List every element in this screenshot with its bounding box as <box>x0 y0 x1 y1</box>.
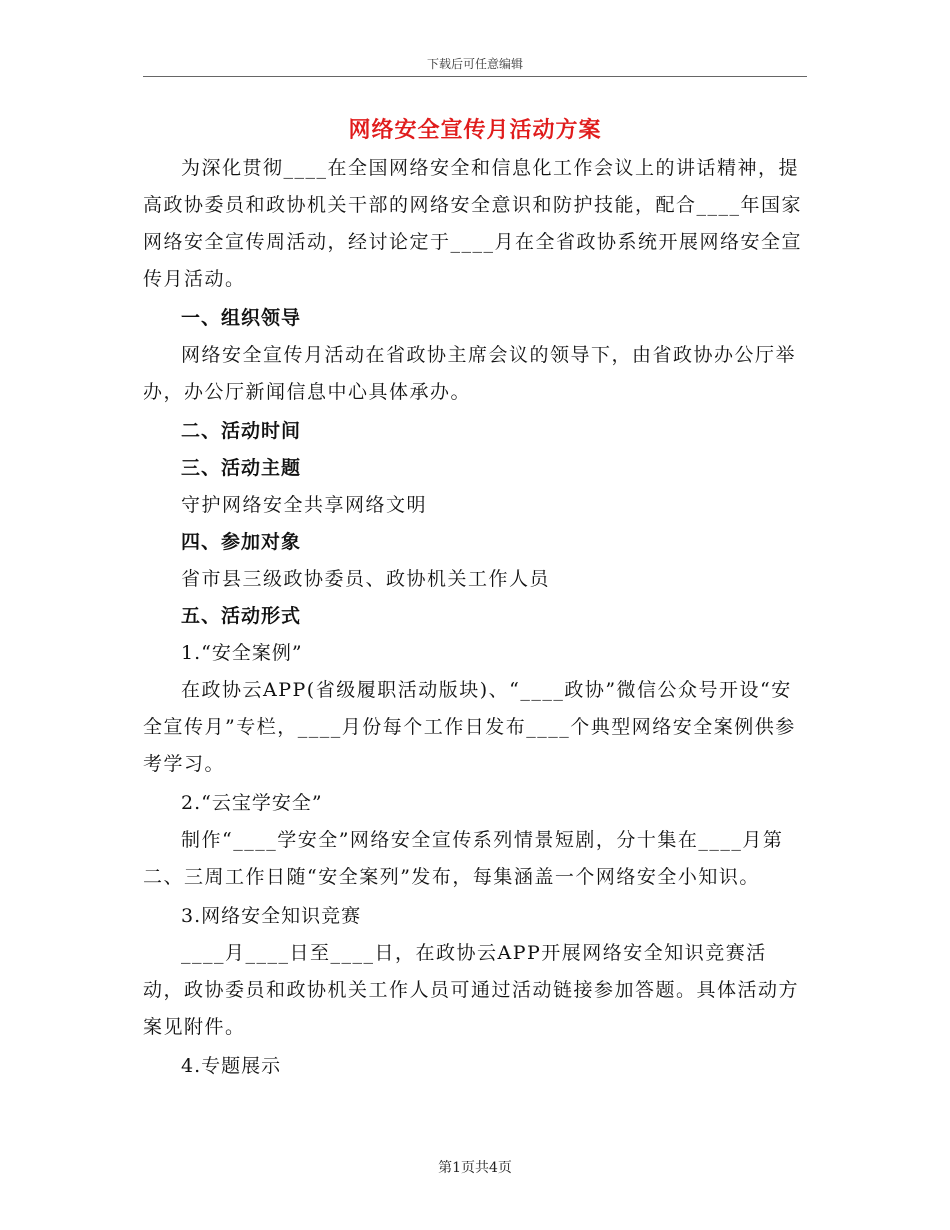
header-divider <box>143 76 807 77</box>
item-text-quiz: ____月____日至____日，在政协云APP开展网络安全知识竞赛活动，政协委员和政协机关工作人员可通过活动链接参加答题。具体活动方案见附件。 <box>143 942 800 1038</box>
section-heading-participants: 四、参加对象 <box>181 531 302 553</box>
item-heading-quiz: 3.网络安全知识竞赛 <box>181 905 362 927</box>
document-title: 网络安全宣传月活动方案 <box>348 117 602 143</box>
section-text-participants: 省市县三级政协委员、政协机关工作人员 <box>181 568 551 590</box>
section-heading-format: 五、活动形式 <box>181 605 302 627</box>
page-number: 第1页共4页 <box>438 1160 512 1176</box>
item-text-safety-cases: 在政协云APP(省级履职活动版块)、“____政协”微信公众号开设“安全宣传月”专栏，____月份每个工作日发布____个典型网络安全案例供参考学习。 <box>143 679 796 775</box>
item-heading-yunbao: 2.“云宝学安全” <box>181 792 323 814</box>
section-text-theme: 守护网络安全共享网络文明 <box>181 494 428 516</box>
item-heading-exhibition: 4.专题展示 <box>181 1055 282 1077</box>
item-heading-safety-cases: 1.“安全案例” <box>181 642 303 664</box>
intro-paragraph: 为深化贯彻____在全国网络安全和信息化工作会议上的讲话精神，提高政协委员和政协机关干部的网络安全意识和防护技能，配合____年国家网络安全宣传周活动，经讨论定于____月在全省政协系统开展网络安全宣传月活动。 <box>143 157 803 290</box>
section-text-organization: 网络安全宣传月活动在省政协主席会议的领导下，由省政协办公厅举办，办公厅新闻信息中心具体承办。 <box>143 344 797 403</box>
section-heading-time: 二、活动时间 <box>181 420 302 442</box>
section-heading-organization: 一、组织领导 <box>181 307 302 329</box>
page-header-note: 下载后可任意编辑 <box>426 57 523 71</box>
document-body <box>143 150 807 1085</box>
item-text-yunbao: 制作“____学安全”网络安全宣传系列情景短剧，分十集在____月第二、三周工作日随“安全案列”发布，每集涵盖一个网络安全小知识。 <box>143 829 784 888</box>
section-heading-theme: 三、活动主题 <box>181 457 302 479</box>
